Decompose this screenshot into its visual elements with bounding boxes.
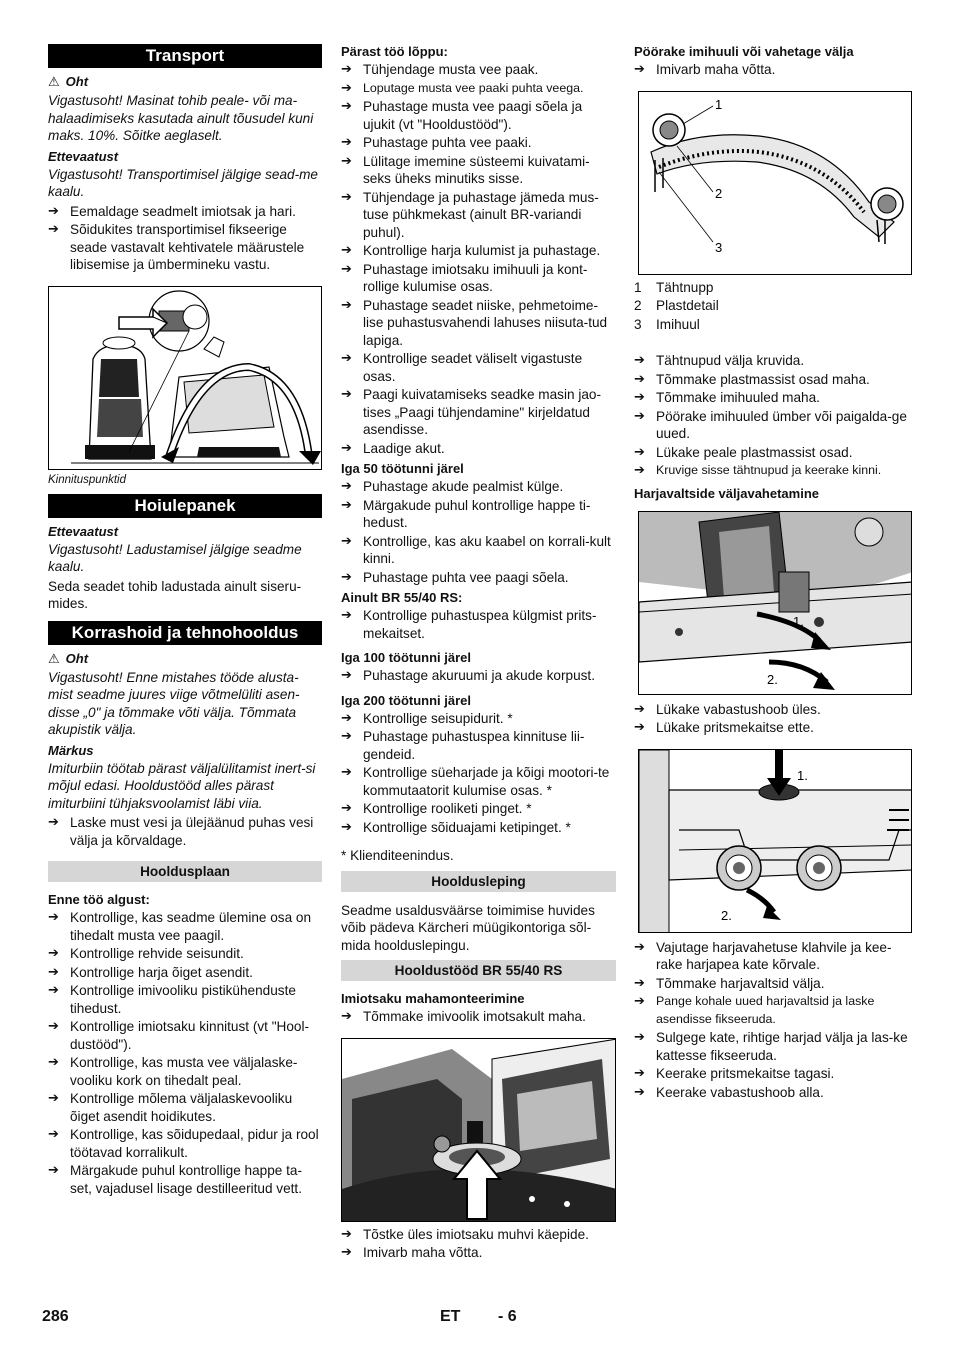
list-item: ➔ Kontrollige, kas musta vee väljalaske-vooliku kork on tihedalt peal.: [48, 1054, 322, 1089]
footnote: * Klienditeenindus.: [341, 848, 454, 863]
list-item: ➔ Tõmmake plastmassist osad maha.: [634, 371, 912, 389]
every-100-hours-steps: [341, 667, 616, 685]
dismount-steps: [341, 1008, 616, 1026]
list-item: ➔ Sulgege kate, rihtige harjad välja ja las-ke kattesse fikseeruda.: [634, 1029, 912, 1064]
section-number: - 6: [498, 1308, 517, 1325]
list-item: ➔ Pange kohale uued harjavaltsid ja laske asendisse fikseeruda.: [634, 993, 912, 1028]
warning-triangle-icon: ⚠: [48, 651, 60, 667]
every-50-hours-heading: Iga 50 töötunni järel: [341, 461, 464, 476]
list-item: ➔ Kontrollige, kas aku kaabel on korrali-kult kinni.: [341, 533, 616, 568]
list-item: ➔ Vajutage harjavahetuse klahvile ja kee-rake harjapea kate kõrvale.: [634, 939, 912, 974]
list-item: ➔ Loputage musta vee paaki puhta veega.: [341, 80, 616, 98]
danger-heading: [48, 74, 322, 90]
list-item: ➔ Puhastage akuruumi ja akude korpust.: [341, 667, 616, 685]
list-item: ➔ Tühjendage musta vee paak.: [341, 61, 616, 79]
list-item: ➔ Puhastage musta vee paagi sõela ja ujukit (vt "Hooldustööd").: [341, 98, 616, 133]
turn-lips-heading: Pöörake imihuuli või vahetage välja: [634, 44, 854, 59]
step-1-label: 1.: [793, 613, 804, 629]
list-item: ➔ Imivarb maha võtta.: [341, 1244, 616, 1262]
list-item: ➔ Puhastage seadet niiske, pehmetoime-lise puhastusvahendi lahuses niisuta-tud lapiga.: [341, 297, 616, 350]
section-title-transport: Transport: [48, 44, 322, 68]
before-work-heading: Enne töö algust:: [48, 892, 150, 907]
list-item: ➔ Kontrollige harja õiget asendit.: [48, 964, 322, 982]
section-title-storage: Hoiulepanek: [48, 494, 322, 518]
brush-replace-heading: Harjavaltside väljavahetamine: [634, 485, 819, 501]
step-2-label: 2.: [721, 907, 732, 923]
list-item: ➔ Tõstke üles imiotsaku muhvi käepide.: [341, 1226, 616, 1244]
list-item: ➔ Kruvige sisse tähtnupud ja keerake kinni.: [634, 462, 912, 480]
legend-text: Plastdetail: [656, 298, 719, 313]
after-work-heading: Pärast töö lõppu:: [341, 44, 448, 59]
squeegee-illustration: [342, 1039, 616, 1222]
list-item: ➔ Laadige akut.: [341, 440, 616, 458]
callout-3: 3: [715, 239, 723, 255]
before-work-steps: [48, 909, 322, 1197]
list-item: ➔ Tõmmake imihuuled maha.: [634, 389, 912, 407]
list-item: ➔ Sõidukites transportimisel fikseerige seade vastavalt kehtivatele määrustele libisemise ja ümbermineku vastu.: [48, 221, 322, 274]
every-200-hours-steps: [341, 710, 616, 837]
after-work-steps: [341, 61, 616, 457]
maintenance-warning-text: Vigastusoht! Enne mistahes tööde alusta-mist seadme juures viige võtmelüliti asen-disse „0" ja tõmmake võti välja. Tõmmata akupistik välja.: [48, 669, 300, 737]
list-item: ➔ Märgakude puhul kontrollige happe ta-set, vajadusel lisage destilleeritud vett.: [48, 1162, 322, 1197]
list-item: ➔ Puhastage puhastuspea kinnituse lii-gendeid.: [341, 728, 616, 763]
list-item: ➔ Kontrollige puhastuspea külgmist prits-mekaitset.: [341, 607, 616, 642]
step-1-label: 1.: [797, 767, 808, 783]
lift-steps: [341, 1226, 616, 1262]
list-item: ➔ Kontrollige seadet väliselt vigastuste osas.: [341, 350, 616, 385]
list-item: ➔ Tühjendage ja puhastage jämeda mus-tuse pühkmekast (ainult BR-variandi puhul).: [341, 189, 616, 242]
danger-label: Oht: [65, 650, 89, 666]
storage-text: Seda seadet tohib ladustada ainult siseru-mides.: [48, 578, 302, 611]
language-code: ET: [440, 1308, 461, 1325]
list-item: ➔ Lükake pritsmekaitse ette.: [634, 719, 912, 737]
list-item: ➔ Keerake vabastushoob alla.: [634, 1084, 912, 1102]
list-item: ➔ Kontrollige sõiduajami ketipinget. *: [341, 819, 616, 837]
every-100-hours-heading: Iga 100 töötunni järel: [341, 650, 472, 665]
list-item: ➔ Puhastage imiotsaku imihuuli ja kont-rollige kulumise osas.: [341, 261, 616, 296]
every-50-hours-steps: [341, 478, 616, 586]
column-left: [48, 44, 322, 1198]
list-item: ➔ Lükake vabastushoob üles.: [634, 701, 912, 719]
step-2-label: 2.: [767, 671, 778, 687]
subsection-maintenance-plan: Hooldusplaan: [48, 861, 322, 882]
list-item: ➔ Kontrollige rooliketi pinget. *: [341, 800, 616, 818]
figure-squeegee-lips: [638, 91, 912, 275]
transport-caution-text: Vigastusoht! Transportimisel jälgige sead-me kaalu.: [48, 166, 318, 199]
contract-text: Seadme usaldusväärse toimimise huvides võib pädeva Kärcheri müügikontoriga sõl-mida hoolduslepingu.: [341, 902, 595, 953]
caution-heading: Ettevaatust: [48, 523, 119, 539]
release-steps: [634, 701, 912, 737]
only-br-heading: Ainult BR 55/40 RS:: [341, 590, 463, 605]
storage-caution-text: Vigastusoht! Ladustamisel jälgige seadme kaalu.: [48, 541, 302, 574]
list-item: ➔ Paagi kuivatamiseks seadke masin jao-tises „Paagi tühjendamine" kirjeldatud asendisse.: [341, 386, 616, 439]
lip-steps: [634, 352, 912, 480]
legend-number: 1: [634, 279, 642, 295]
subsection-maintenance-contract: Hooldusleping: [341, 871, 616, 892]
list-item: ➔ Kontrollige seisupidurit. *: [341, 710, 616, 728]
list-item: ➔ Kontrollige mõlema väljalaskevooliku õiget asendit hoidikutes.: [48, 1090, 322, 1125]
brush-head-illustration: [639, 750, 912, 933]
list-item: ➔ Kontrollige imiotsaku kinnitust (vt "Hool-dustööd").: [48, 1018, 322, 1053]
figure-brush-head: [638, 749, 912, 933]
figure-release-lever: [638, 511, 912, 695]
transport-steps: [48, 203, 322, 274]
list-item: ➔ Märgakude puhul kontrollige happe ti-hedust.: [341, 497, 616, 532]
list-item: ➔ Tähtnupud välja kruvida.: [634, 352, 912, 370]
list-item: ➔ Keerake pritsmekaitse tagasi.: [634, 1065, 912, 1083]
list-item: ➔ Eemaldage seadmelt imiotsak ja hari.: [48, 203, 322, 221]
legend-item: [634, 297, 912, 315]
release-lever-illustration: [639, 512, 912, 695]
figure-caption: Kinnituspunktid: [48, 473, 126, 486]
list-item: ➔ Kontrollige harja kulumist ja puhastage.: [341, 242, 616, 260]
callout-1: 1: [715, 96, 723, 112]
machine-illustration: [49, 287, 322, 470]
list-item: ➔ Lülitage imemine süsteemi kuivatami-seks üheks minutiks sisse.: [341, 153, 616, 188]
figure-squeegee-handle: [341, 1038, 616, 1222]
turn-lips-steps: [634, 61, 912, 79]
note-text: Imiturbiin töötab pärast väljalülitamist inert-si mõjul edasi. Hooldustööd alles pärast imiturbiini tühjaksvoolamist läbi viia.: [48, 760, 316, 811]
list-item: ➔ Puhastage puhta vee paaki.: [341, 134, 616, 152]
legend-text: Imihuul: [656, 316, 700, 332]
column-right: [634, 44, 912, 1102]
list-item: ➔ Lükake peale plastmassist osad.: [634, 444, 912, 462]
column-middle: [341, 44, 616, 1263]
every-200-hours-heading: Iga 200 töötunni järel: [341, 692, 472, 708]
list-item: ➔ Puhastage puhta vee paagi sõela.: [341, 569, 616, 587]
danger-heading: [48, 651, 322, 667]
legend-text: Tähtnupp: [656, 279, 714, 295]
list-item: ➔ Kontrollige süeharjade ja kõigi mootori-te kommutaatorit kulumise osas. *: [341, 764, 616, 799]
subsection-maintenance-works: Hooldustööd BR 55/40 RS: [341, 960, 616, 981]
list-item: ➔ Kontrollige rehvide seisundit.: [48, 945, 322, 963]
list-item: ➔ Tõmmake harjavaltsid välja.: [634, 975, 912, 993]
legend-number: 3: [634, 316, 642, 332]
legend-item: [634, 316, 912, 334]
danger-label: Oht: [65, 74, 89, 89]
brush-steps: [634, 939, 912, 1102]
dismount-heading: Imiotsaku mahamonteerimine: [341, 991, 525, 1006]
list-item: ➔ Imivarb maha võtta.: [634, 61, 912, 79]
maintenance-steps: [48, 814, 322, 849]
page-number: 286: [42, 1308, 69, 1325]
only-br-steps: [341, 607, 616, 642]
caution-heading: Ettevaatust: [48, 148, 119, 164]
squeegee-lips-illustration: [639, 92, 912, 275]
list-item: ➔ Tõmmake imivoolik imotsakult maha.: [341, 1008, 616, 1026]
list-item: ➔ Laske must vesi ja ülejäänud puhas vesi välja ja kõrvaldage.: [48, 814, 322, 849]
list-item: ➔ Pöörake imihuuled ümber või paigalda-ge uued.: [634, 408, 912, 443]
callout-2: 2: [715, 185, 723, 201]
figure-tie-down-points: [48, 286, 322, 470]
note-heading: Märkus: [48, 742, 94, 758]
list-item: ➔ Kontrollige, kas sõidupedaal, pidur ja rool töötavad korralikult.: [48, 1126, 322, 1161]
list-item: ➔ Kontrollige imivooliku pistikühenduste tihedust.: [48, 982, 322, 1017]
legend-item: [634, 279, 912, 297]
section-title-maintenance: Korrashoid ja tehnohooldus: [48, 621, 322, 645]
list-item: ➔ Puhastage akude pealmist külge.: [341, 478, 616, 496]
list-item: ➔ Kontrollige, kas seadme ülemine osa on tihedalt musta vee paagil.: [48, 909, 322, 944]
warning-triangle-icon: ⚠: [48, 75, 60, 90]
transport-warning-text: Vigastusoht! Masinat tohib peale- või ma-halaadimiseks kasutada ainult tõusudel kuni maks. 10%. Sõitke aeglaselt.: [48, 93, 314, 143]
legend-number: 2: [634, 298, 642, 313]
figure-legend: [634, 279, 912, 334]
